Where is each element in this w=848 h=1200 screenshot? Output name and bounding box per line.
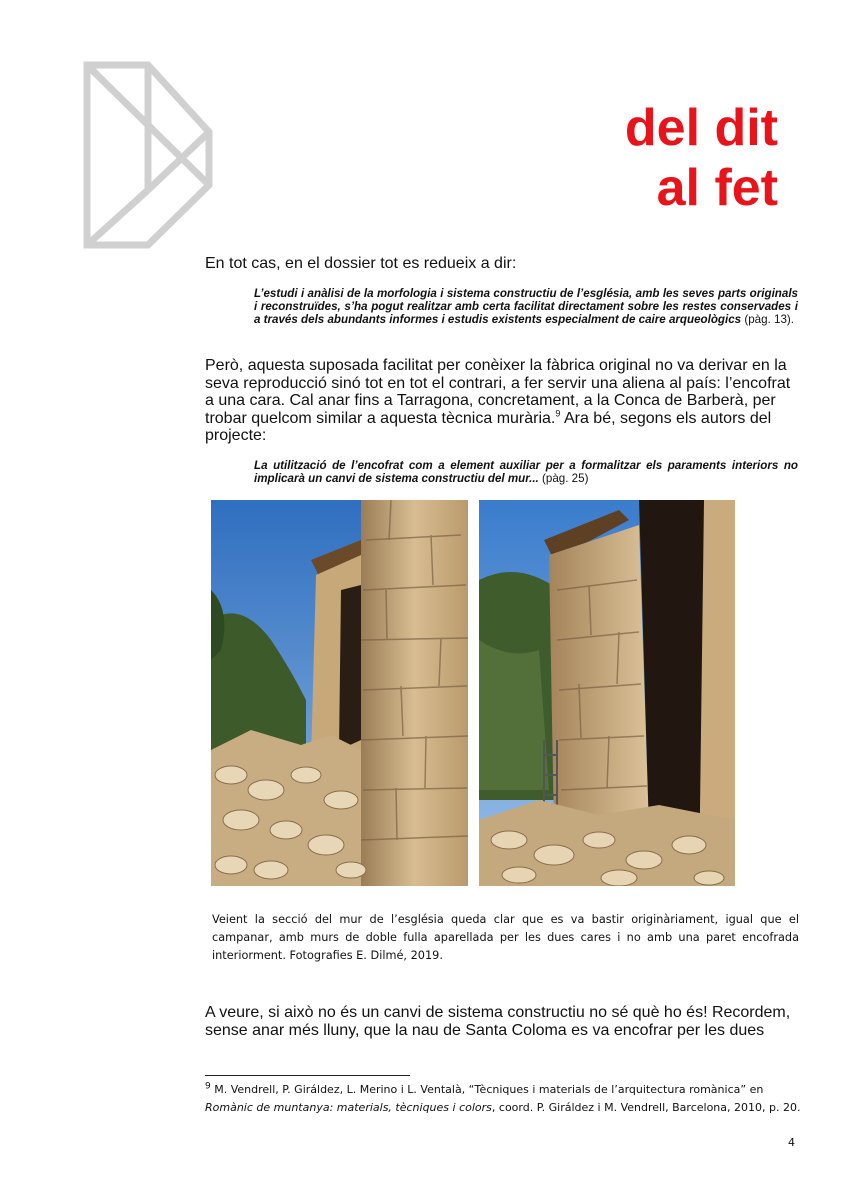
footnote-text: M. Vendrell, P. Giráldez, L. Merino i L. Ventalà, “Tècniques i materials de l’arquitectura romànica” en <box>210 1083 764 1096</box>
intro-paragraph: En tot cas, en el dossier tot es redueix a dir: <box>205 255 517 272</box>
quote-1-text: L’estudi i anàlisi de la morfologia i sistema constructiu de l’església, amb les seves parts originals i reconstruïdes, s’ha pogut realitzar amb certa facilitat directament sobre les restes conservades i a través dels abundants informes i estudis existents especialment de caire arqueològics <box>254 287 798 326</box>
footnote-9 <box>205 1081 801 1117</box>
footnote-text-end: , coord. P. Giráldez i M. Vendrell, Barcelona, 2010, p. 20. <box>491 1101 801 1114</box>
footnote-marker[interactable]: 9 <box>555 408 561 419</box>
body-paragraph-1 <box>205 357 795 445</box>
paragraph-1-text: Però, aquesta suposada facilitat per conèixer la fàbrica original no va derivar en la seva reproducció sinó tot en tot el contrari, a fer servir una aliena al país: l’encofrat a una cara. Cal anar fins a Tarragona, concretament, a la Conca de Barberà, per trobar quelcom similar a aquesta tècnica murària. <box>205 357 791 427</box>
footnote-separator <box>205 1075 410 1076</box>
photo-wall-section-right <box>479 500 735 886</box>
quote-2-text: La utilització de l’encofrat com a element auxiliar per a formalitzar els paraments interiors no implicarà un canvi de sistema constructiu del mur... <box>254 459 798 485</box>
brand-title <box>625 98 778 218</box>
footnote-number: 9 <box>205 1081 211 1092</box>
brand-line-2: al fet <box>656 159 778 217</box>
outlined-d-logo-icon <box>82 60 214 250</box>
paragraph-1-continuation: Ara bé, segons els autors del projecte: <box>205 409 772 444</box>
block-quote-2 <box>254 459 798 485</box>
quote-2-reference: (pàg. 25) <box>542 472 589 485</box>
photo-caption: Veient la secció del mur de l’església queda clar que es va bastir originàriament, igual que el campanar, amb murs de doble fulla aparellada per les dues cares i no amb una paret encofrada interiorment. Fotografies E. Dilmé, 2019. <box>212 913 799 962</box>
footnote-book-title: Romànic de muntanya: materials, tècniques i colors <box>205 1101 492 1114</box>
quote-1-reference: (pàg. 13). <box>744 313 794 326</box>
photo-wall-section-left <box>211 500 468 886</box>
brand-line-1: del dit <box>624 99 778 157</box>
body-paragraph-2: A veure, si això no és un canvi de sistema constructiu no sé què ho és! Recordem, sense anar més lluny, que la nau de Santa Coloma es va encofrar per les dues <box>205 1004 791 1039</box>
block-quote-1 <box>254 287 798 326</box>
page-number: 4 <box>788 1136 795 1149</box>
